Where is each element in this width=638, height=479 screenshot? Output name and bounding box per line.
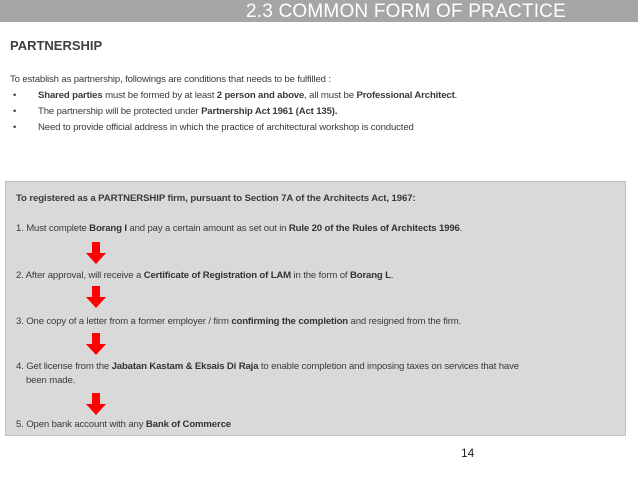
- intro-bullet: • Shared parties must be formed by at least 2 person and above, all must be Professional Architect.: [10, 88, 457, 104]
- red-down-arrow-icon: [86, 242, 106, 264]
- intro-bullet: • Need to provide official address in which the practice of architectural workshop is conducted: [10, 120, 457, 136]
- red-down-arrow-icon: [86, 333, 106, 355]
- red-down-arrow-icon: [86, 286, 106, 308]
- procedure-box: [5, 181, 626, 436]
- intro-bullet: • The partnership will be protected under Partnership Act 1961 (Act 135).: [10, 104, 457, 120]
- bullet-dot-icon: •: [13, 90, 17, 101]
- bullet-dot-icon: •: [13, 122, 17, 133]
- procedure-step-3: 3. One copy of a letter from a former employer / firm confirming the completion and resigned from the firm.: [16, 316, 462, 327]
- procedure-heading: To registered as a PARTNERSHIP firm, pursuant to Section 7A of the Architects Act, 1967:: [16, 193, 416, 204]
- section-heading: PARTNERSHIP: [10, 38, 103, 53]
- bullet-dot-icon: •: [13, 106, 17, 117]
- slide-title: 2.3 COMMON FORM OF PRACTICE: [246, 1, 566, 22]
- procedure-step-4: 4. Get license from the Jabatan Kastam & Eksais Di Raja to enable completion and imposing taxes on services that have been made.: [16, 361, 519, 386]
- procedure-step-1: 1. Must complete Borang I and pay a certain amount as set out in Rule 20 of the Rules of Architects 1996.: [16, 223, 463, 234]
- red-down-arrow-icon: [86, 393, 106, 415]
- intro-bullet-list: [10, 88, 457, 136]
- procedure-step-5: 5. Open bank account with any Bank of Commerce: [16, 419, 231, 430]
- title-bar: [0, 0, 638, 22]
- intro-lead: To establish as partnership, followings are conditions that needs to be fulfilled :: [10, 74, 331, 85]
- page-number: 14: [461, 446, 475, 460]
- procedure-step-2: 2. After approval, will receive a Certificate of Registration of LAM in the form of Borang L.: [16, 270, 394, 281]
- intro-section: [10, 72, 457, 136]
